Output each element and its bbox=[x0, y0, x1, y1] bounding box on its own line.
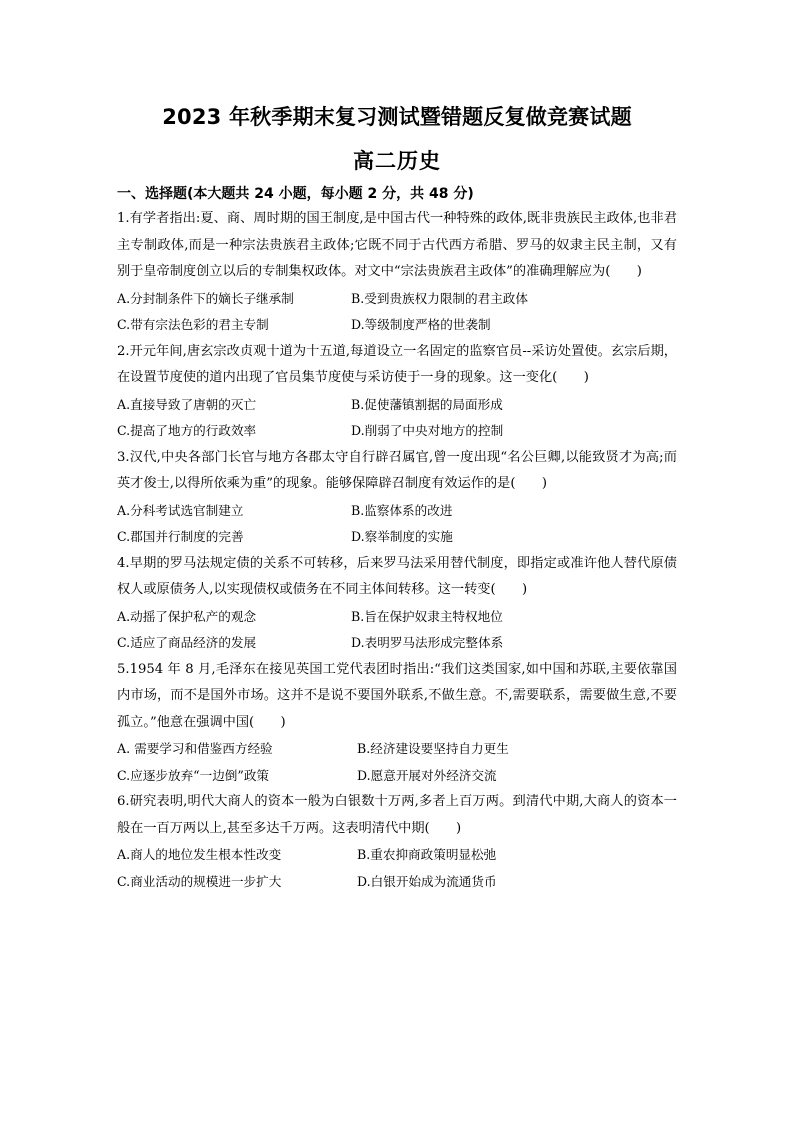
option-b: B.促使藩镇割据的局面形成 bbox=[351, 396, 503, 412]
question-stem: 5.1954 年 8 月,毛泽东在接见英国工党代表团时指出:“我们这类国家,如中国和苏联,主要依靠国内市场，而不是国外市场。这并不是说不要国外联系,不做生意。不,需要联系，需要做生意,不要孤立。”他意在强调中国( ) bbox=[117, 661, 677, 730]
option-a: A. 需要学习和借鉴西方经验 bbox=[117, 741, 273, 756]
option-list bbox=[117, 736, 677, 789]
option-a: A.分封制条件下的嫡长子继承制 bbox=[117, 290, 294, 306]
option-c: C.应逐步放弃“一边倒”政策 bbox=[117, 767, 270, 783]
option-d: D.愿意开展对外经济交流 bbox=[357, 767, 497, 783]
option-d: D.白银开始成为流通货币 bbox=[357, 873, 497, 889]
option-c: C.提高了地方的行政效率 bbox=[117, 423, 257, 438]
option-c: C.适应了商品经济的发展 bbox=[117, 635, 257, 650]
option-b: B.经济建设要坚持自力更生 bbox=[357, 741, 509, 756]
option-d: D.等级制度严格的世袭制 bbox=[351, 317, 491, 332]
option-a: A.动摇了保护私产的观念 bbox=[117, 608, 257, 624]
question-3 bbox=[117, 445, 677, 551]
option-list bbox=[117, 498, 677, 551]
question-stem: 6.研究表明,明代大商人的资本一般为白银数十万两,多者上百万两。到清代中期,大商人的资本一般在一百万两以上,甚至多达千万两。这表明清代中期( ) bbox=[117, 794, 677, 836]
option-a: A.直接导致了唐朝的灭亡 bbox=[117, 396, 257, 412]
option-c: C.带有宗法色彩的君主专制 bbox=[117, 317, 269, 332]
question-stem: 2.开元年间,唐玄宗改贞观十道为十五道,每道设立一名固定的监察官员--采访处置使。玄宗后期，在设置节度使的道内出现了官员集节度使与采访使于一身的现象。这一变化( ) bbox=[117, 343, 677, 385]
option-a: A.分科考试选官制建立 bbox=[117, 502, 244, 518]
option-c: C.商业活动的规模进一步扩大 bbox=[117, 873, 282, 889]
option-list bbox=[117, 604, 677, 657]
question-2 bbox=[117, 339, 677, 445]
option-list bbox=[117, 392, 677, 445]
question-stem: 4.早期的罗马法规定债的关系不可转移，后来罗马法采用替代制度，即指定或准许他人替代原债权人或原债务人,以实现债权或债务在不同主体间转移。这一转变( ) bbox=[117, 555, 677, 597]
question-4 bbox=[117, 551, 677, 657]
option-b: B.受到贵族权力限制的君主政体 bbox=[351, 290, 528, 306]
option-c: C.郡国并行制度的完善 bbox=[117, 529, 244, 544]
option-d: D.表明罗马法形成完整体系 bbox=[351, 635, 504, 650]
question-6 bbox=[117, 789, 677, 895]
option-b: B.重农抑商政策明显松弛 bbox=[357, 847, 497, 862]
exam-title: 2023 年秋季期末复习测试暨错题反复做竞赛试题 bbox=[162, 105, 632, 129]
option-list bbox=[117, 286, 677, 339]
option-list bbox=[117, 842, 677, 895]
option-d: D.察举制度的实施 bbox=[351, 529, 453, 544]
question-5 bbox=[117, 657, 677, 790]
question-stem: 1.有学者指出:夏、商、周时期的国王制度,是中国古代一种特殊的政体,既非贵族民主政体,也非君主专制政体,而是一种宗法贵族君主政体;它既不同于古代西方希腊、罗马的奴隶主民主制，又有别于皇帝制度创立以后的专制集权政体。对文中“宗法贵族君主政体”的准确理解应为( ) bbox=[117, 211, 677, 279]
option-b: B.监察体系的改进 bbox=[351, 502, 453, 518]
question-1 bbox=[117, 206, 677, 339]
exam-subject: 高二历史 bbox=[353, 149, 441, 173]
option-a: A.商人的地位发生根本性改变 bbox=[117, 847, 282, 862]
question-stem: 3.汉代,中央各部门长官与地方各郡太守自行辟召属官,曾一度出现“名公巨卿,以能致贤才为高;而英才俊士,以得所依乘为重”的现象。能够保障辟召制度有效运作的是( ) bbox=[117, 449, 677, 491]
exam-page bbox=[117, 100, 677, 895]
option-d: D.削弱了中央对地方的控制 bbox=[351, 423, 504, 438]
option-b: B.旨在保护奴隶主特权地位 bbox=[351, 608, 503, 624]
section-heading: 一、选择题(本大题共 24 小题，每小题 2 分，共 48 分) bbox=[117, 186, 474, 202]
